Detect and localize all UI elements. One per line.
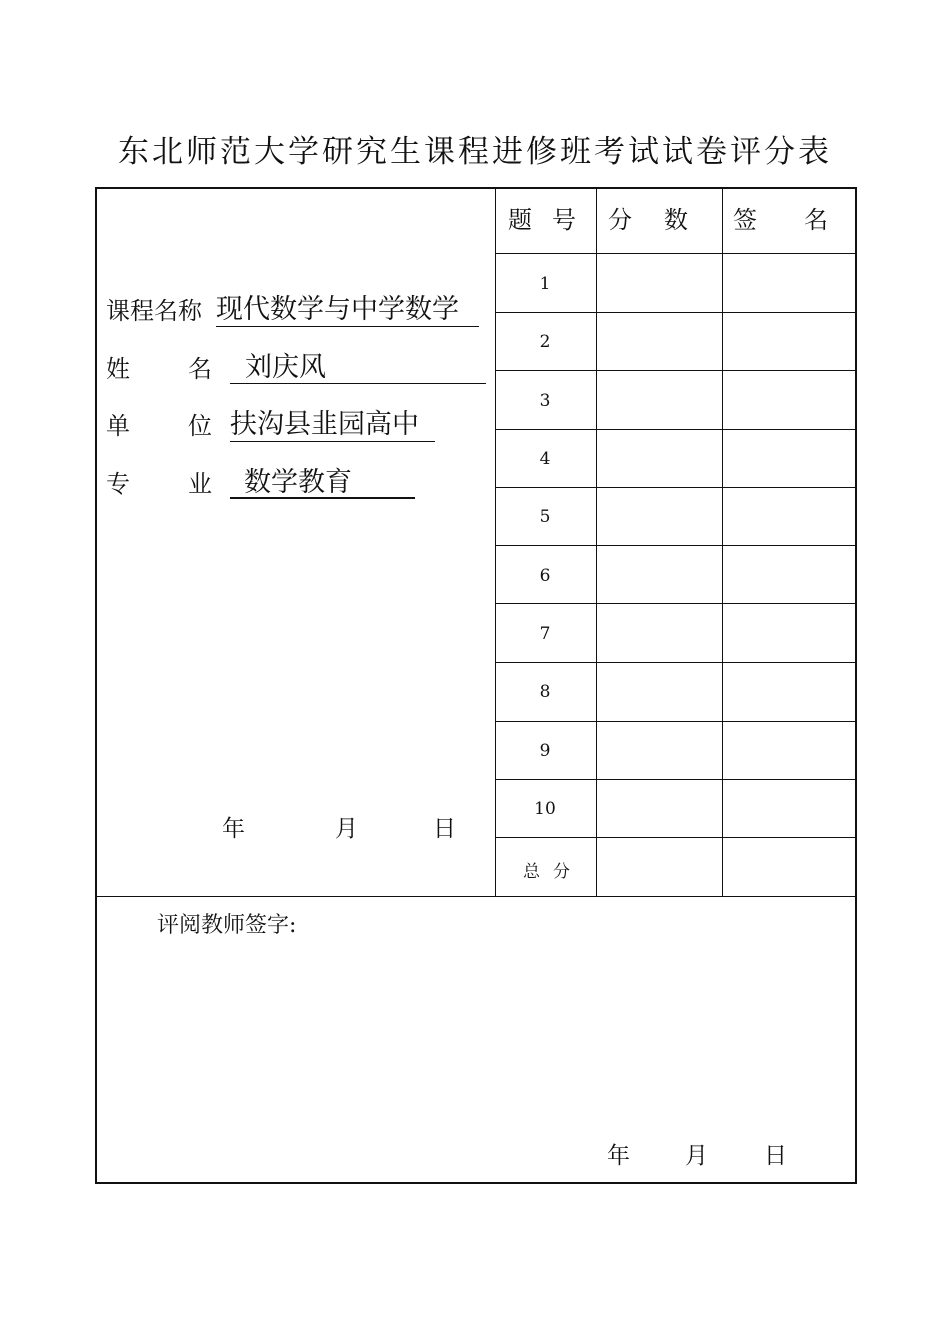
row-line xyxy=(495,837,857,838)
header-score: 分 xyxy=(608,206,632,234)
row-line xyxy=(495,487,857,488)
bottom-date-year: 年 xyxy=(607,1143,630,1169)
divider-col-2 xyxy=(596,189,597,896)
unit-label: 单 xyxy=(106,412,130,440)
row-line xyxy=(495,370,857,371)
header-signature: 签 xyxy=(733,206,757,234)
divider-left-table xyxy=(495,189,496,896)
score-form-frame xyxy=(95,187,857,1184)
question-number: 6 xyxy=(539,566,551,586)
course-name-label: 课程名称 xyxy=(106,297,202,325)
name-value: 刘庆风 xyxy=(245,352,326,383)
page-title: 东北师范大学研究生课程进修班考试试卷评分表 xyxy=(118,134,832,170)
row-line xyxy=(495,253,857,254)
bottom-date-day: 日 xyxy=(764,1143,787,1169)
question-number: 3 xyxy=(539,391,551,411)
course-name-value: 现代数学与中学数学 xyxy=(216,294,459,325)
row-line xyxy=(495,603,857,604)
header-question: 题 xyxy=(508,206,532,234)
header-signature: 名 xyxy=(804,206,828,234)
header-score: 数 xyxy=(664,206,688,234)
name-label: 姓 xyxy=(106,355,130,383)
unit-underline xyxy=(230,441,435,442)
divider-col-3 xyxy=(722,189,723,896)
section-divider xyxy=(97,896,857,897)
date-day: 日 xyxy=(433,816,456,842)
row-line xyxy=(495,545,857,546)
date-month: 月 xyxy=(335,816,358,842)
question-number: 1 xyxy=(539,274,551,294)
major-value: 数学教育 xyxy=(244,467,352,498)
bottom-date-month: 月 xyxy=(685,1143,708,1169)
unit-label: 位 xyxy=(188,412,212,440)
header-question: 号 xyxy=(552,206,576,234)
total-label: 分 xyxy=(553,862,570,882)
question-number: 7 xyxy=(539,624,551,644)
question-number: 10 xyxy=(534,799,556,819)
row-line xyxy=(495,429,857,430)
date-year: 年 xyxy=(222,816,245,842)
row-line xyxy=(495,779,857,780)
unit-value: 扶沟县韭园高中 xyxy=(230,409,419,440)
row-line xyxy=(495,312,857,313)
question-number: 2 xyxy=(539,332,551,352)
name-label: 名 xyxy=(188,355,212,383)
row-line xyxy=(495,721,857,722)
row-line xyxy=(495,662,857,663)
name-underline xyxy=(230,383,486,384)
major-underline xyxy=(230,497,415,499)
major-label: 专 xyxy=(106,470,130,498)
question-number: 9 xyxy=(539,741,551,761)
question-number: 5 xyxy=(539,507,551,527)
total-label: 总 xyxy=(523,862,540,882)
course-name-underline xyxy=(216,326,479,327)
question-number: 8 xyxy=(539,682,551,702)
question-number: 4 xyxy=(539,449,551,469)
major-label: 业 xyxy=(188,470,212,498)
reviewer-signature-label: 评阅教师签字: xyxy=(157,913,297,938)
